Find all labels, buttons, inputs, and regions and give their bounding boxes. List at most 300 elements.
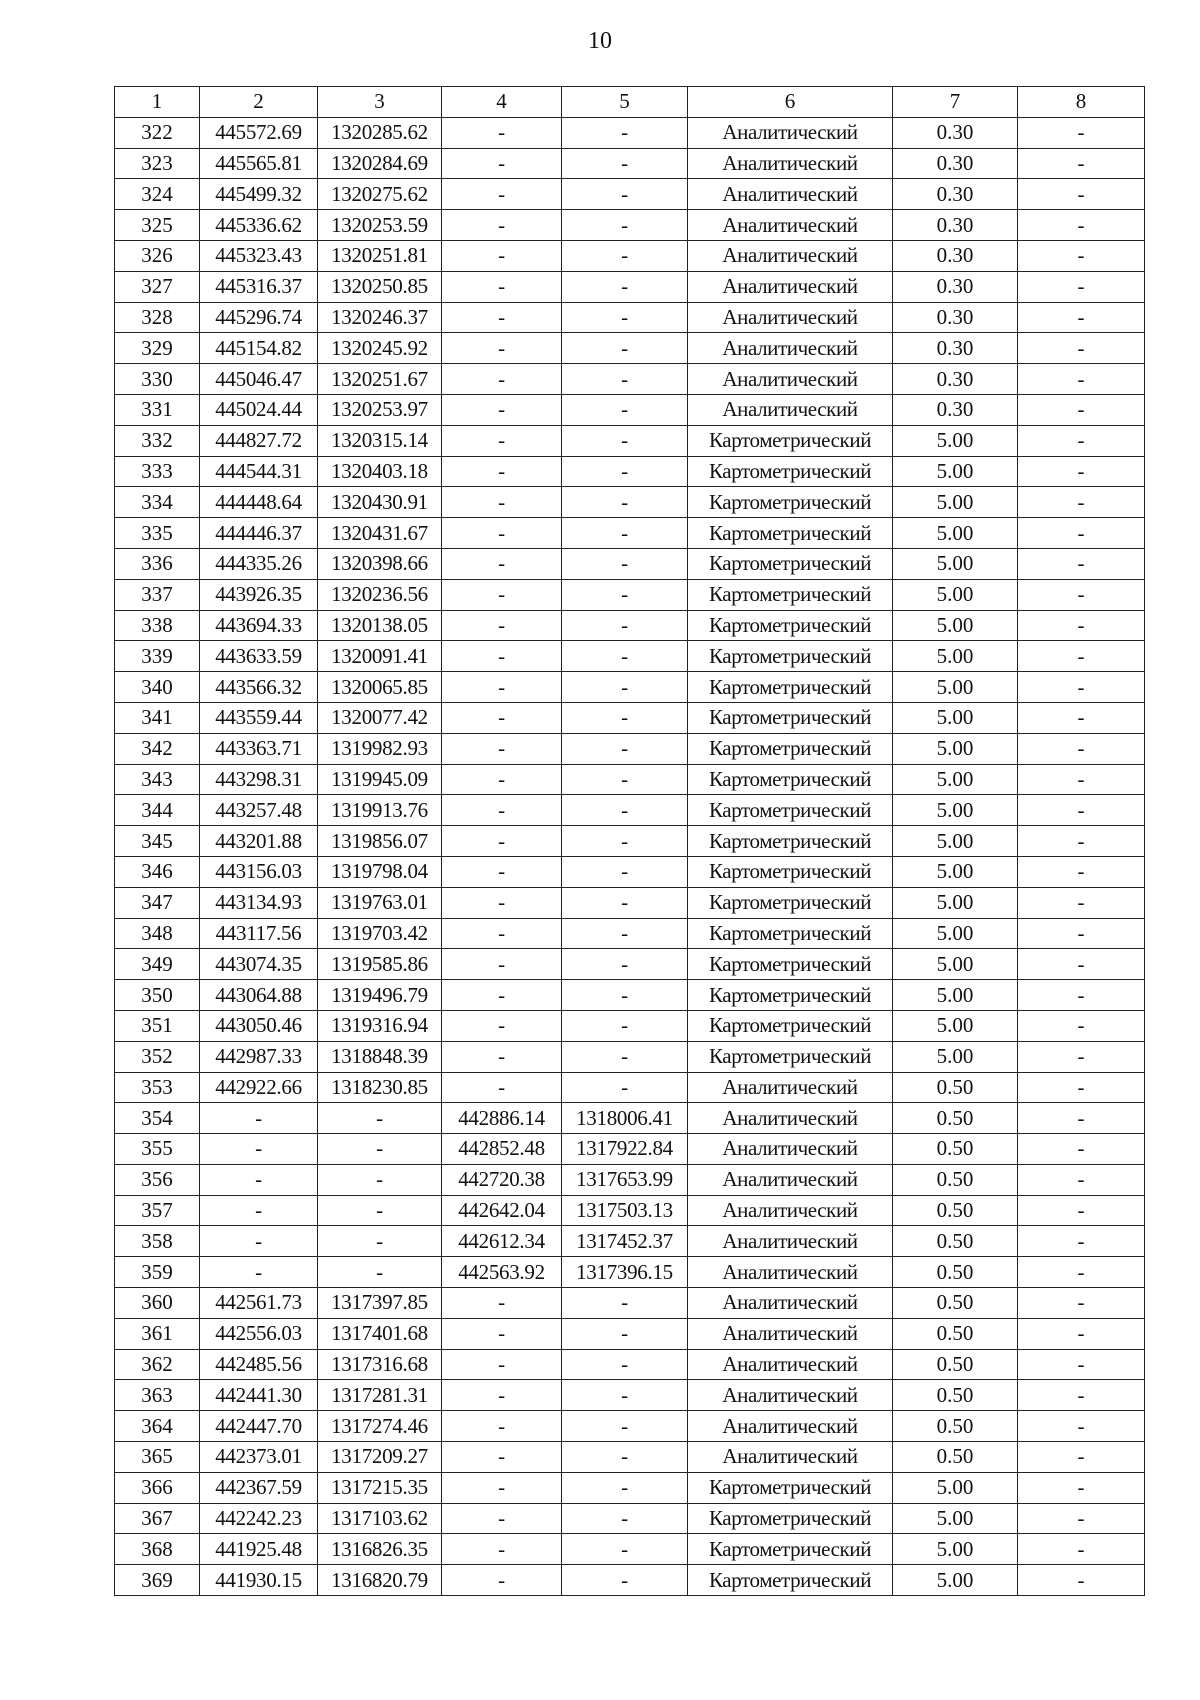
table-row xyxy=(115,1318,1145,1349)
cell-x-coordinate: 442441.30 xyxy=(200,1380,318,1411)
cell-point-number: 366 xyxy=(115,1472,200,1503)
cell-point-number: 322 xyxy=(115,117,200,148)
cell-description: - xyxy=(1018,918,1145,949)
column-header-x-coordinate-alt: 4 xyxy=(442,87,562,118)
cell-accuracy: 0.50 xyxy=(893,1072,1018,1103)
cell-x-coordinate: - xyxy=(200,1195,318,1226)
cell-x-coordinate-alt: - xyxy=(442,240,562,271)
cell-description: - xyxy=(1018,1503,1145,1534)
cell-x-coordinate-alt: - xyxy=(442,179,562,210)
cell-x-coordinate-alt: - xyxy=(442,1442,562,1473)
cell-y-coordinate-alt: - xyxy=(562,672,688,703)
cell-x-coordinate-alt: - xyxy=(442,1318,562,1349)
cell-x-coordinate-alt: - xyxy=(442,333,562,364)
table-row xyxy=(115,856,1145,887)
cell-determination-method: Картометрический xyxy=(688,918,893,949)
table-row xyxy=(115,1442,1145,1473)
cell-x-coordinate-alt: - xyxy=(442,487,562,518)
cell-x-coordinate: 441925.48 xyxy=(200,1534,318,1565)
cell-point-number: 362 xyxy=(115,1349,200,1380)
column-header-x-coordinate: 2 xyxy=(200,87,318,118)
cell-determination-method: Картометрический xyxy=(688,456,893,487)
cell-y-coordinate-alt: - xyxy=(562,856,688,887)
cell-x-coordinate-alt: - xyxy=(442,764,562,795)
cell-accuracy: 5.00 xyxy=(893,826,1018,857)
table-row xyxy=(115,826,1145,857)
cell-determination-method: Картометрический xyxy=(688,425,893,456)
cell-y-coordinate: 1320065.85 xyxy=(318,672,442,703)
cell-accuracy: 5.00 xyxy=(893,579,1018,610)
cell-point-number: 346 xyxy=(115,856,200,887)
cell-y-coordinate-alt: - xyxy=(562,1288,688,1319)
cell-description: - xyxy=(1018,518,1145,549)
cell-x-coordinate: 442367.59 xyxy=(200,1472,318,1503)
cell-point-number: 359 xyxy=(115,1257,200,1288)
cell-accuracy: 0.50 xyxy=(893,1195,1018,1226)
cell-y-coordinate: 1317103.62 xyxy=(318,1503,442,1534)
cell-determination-method: Картометрический xyxy=(688,702,893,733)
cell-x-coordinate: 444335.26 xyxy=(200,548,318,579)
cell-determination-method: Картометрический xyxy=(688,795,893,826)
cell-determination-method: Аналитический xyxy=(688,1257,893,1288)
cell-determination-method: Аналитический xyxy=(688,1164,893,1195)
cell-description: - xyxy=(1018,1318,1145,1349)
cell-point-number: 367 xyxy=(115,1503,200,1534)
cell-x-coordinate-alt: - xyxy=(442,425,562,456)
cell-determination-method: Картометрический xyxy=(688,1503,893,1534)
table-row xyxy=(115,1072,1145,1103)
cell-accuracy: 0.50 xyxy=(893,1442,1018,1473)
cell-accuracy: 0.30 xyxy=(893,148,1018,179)
cell-description: - xyxy=(1018,1534,1145,1565)
cell-y-coordinate-alt: - xyxy=(562,1565,688,1596)
cell-determination-method: Аналитический xyxy=(688,1349,893,1380)
cell-y-coordinate-alt: - xyxy=(562,456,688,487)
cell-y-coordinate-alt: - xyxy=(562,364,688,395)
cell-point-number: 344 xyxy=(115,795,200,826)
table-row xyxy=(115,1288,1145,1319)
table-row xyxy=(115,1411,1145,1442)
cell-y-coordinate-alt: - xyxy=(562,487,688,518)
cell-x-coordinate-alt: - xyxy=(442,980,562,1011)
cell-x-coordinate-alt: - xyxy=(442,733,562,764)
cell-point-number: 333 xyxy=(115,456,200,487)
cell-x-coordinate-alt: 442612.34 xyxy=(442,1226,562,1257)
cell-accuracy: 0.50 xyxy=(893,1288,1018,1319)
cell-accuracy: 5.00 xyxy=(893,548,1018,579)
cell-x-coordinate-alt: - xyxy=(442,1534,562,1565)
cell-x-coordinate-alt: - xyxy=(442,117,562,148)
cell-y-coordinate-alt: - xyxy=(562,302,688,333)
page-number: 10 xyxy=(588,28,612,54)
cell-determination-method: Картометрический xyxy=(688,733,893,764)
cell-x-coordinate: 445154.82 xyxy=(200,333,318,364)
cell-description: - xyxy=(1018,702,1145,733)
cell-y-coordinate: 1317274.46 xyxy=(318,1411,442,1442)
cell-description: - xyxy=(1018,271,1145,302)
table-row xyxy=(115,1195,1145,1226)
cell-y-coordinate: 1320091.41 xyxy=(318,641,442,672)
cell-y-coordinate-alt: - xyxy=(562,641,688,672)
cell-y-coordinate-alt: - xyxy=(562,1041,688,1072)
cell-determination-method: Аналитический xyxy=(688,302,893,333)
cell-point-number: 364 xyxy=(115,1411,200,1442)
cell-point-number: 369 xyxy=(115,1565,200,1596)
cell-x-coordinate: 445024.44 xyxy=(200,394,318,425)
cell-description: - xyxy=(1018,333,1145,364)
cell-point-number: 350 xyxy=(115,980,200,1011)
cell-determination-method: Картометрический xyxy=(688,1010,893,1041)
cell-x-coordinate-alt: - xyxy=(442,148,562,179)
cell-x-coordinate: 443633.59 xyxy=(200,641,318,672)
cell-determination-method: Аналитический xyxy=(688,148,893,179)
cell-x-coordinate-alt: - xyxy=(442,826,562,857)
cell-point-number: 368 xyxy=(115,1534,200,1565)
cell-description: - xyxy=(1018,240,1145,271)
table-row xyxy=(115,1257,1145,1288)
cell-x-coordinate-alt: - xyxy=(442,672,562,703)
cell-accuracy: 0.50 xyxy=(893,1164,1018,1195)
cell-y-coordinate: - xyxy=(318,1103,442,1134)
cell-description: - xyxy=(1018,1164,1145,1195)
cell-x-coordinate-alt: - xyxy=(442,610,562,641)
cell-point-number: 341 xyxy=(115,702,200,733)
cell-y-coordinate: 1320430.91 xyxy=(318,487,442,518)
cell-x-coordinate-alt: - xyxy=(442,271,562,302)
cell-determination-method: Аналитический xyxy=(688,210,893,241)
cell-accuracy: 0.30 xyxy=(893,271,1018,302)
cell-x-coordinate: - xyxy=(200,1226,318,1257)
cell-x-coordinate: 445046.47 xyxy=(200,364,318,395)
table-row xyxy=(115,271,1145,302)
table-row xyxy=(115,579,1145,610)
cell-accuracy: 0.30 xyxy=(893,333,1018,364)
cell-y-coordinate: 1320250.85 xyxy=(318,271,442,302)
header-row xyxy=(115,87,1145,118)
cell-x-coordinate-alt: 442852.48 xyxy=(442,1134,562,1165)
cell-description: - xyxy=(1018,394,1145,425)
table-row xyxy=(115,1226,1145,1257)
cell-point-number: 334 xyxy=(115,487,200,518)
cell-y-coordinate: 1320253.97 xyxy=(318,394,442,425)
table-row xyxy=(115,887,1145,918)
cell-description: - xyxy=(1018,795,1145,826)
cell-y-coordinate-alt: - xyxy=(562,826,688,857)
cell-x-coordinate-alt: - xyxy=(442,1472,562,1503)
table-row xyxy=(115,210,1145,241)
cell-x-coordinate: 443559.44 xyxy=(200,702,318,733)
cell-description: - xyxy=(1018,364,1145,395)
cell-x-coordinate: 445336.62 xyxy=(200,210,318,241)
cell-x-coordinate: - xyxy=(200,1257,318,1288)
cell-y-coordinate-alt: - xyxy=(562,887,688,918)
cell-description: - xyxy=(1018,1565,1145,1596)
cell-x-coordinate-alt: 442563.92 xyxy=(442,1257,562,1288)
table-header xyxy=(115,87,1145,118)
cell-determination-method: Аналитический xyxy=(688,1226,893,1257)
cell-description: - xyxy=(1018,117,1145,148)
cell-y-coordinate: 1319982.93 xyxy=(318,733,442,764)
cell-accuracy: 5.00 xyxy=(893,456,1018,487)
cell-y-coordinate: 1316826.35 xyxy=(318,1534,442,1565)
cell-point-number: 355 xyxy=(115,1134,200,1165)
cell-accuracy: 0.30 xyxy=(893,240,1018,271)
cell-determination-method: Картометрический xyxy=(688,610,893,641)
cell-accuracy: 0.50 xyxy=(893,1349,1018,1380)
cell-x-coordinate-alt: - xyxy=(442,394,562,425)
cell-y-coordinate-alt: - xyxy=(562,240,688,271)
cell-determination-method: Картометрический xyxy=(688,949,893,980)
cell-description: - xyxy=(1018,1226,1145,1257)
cell-point-number: 345 xyxy=(115,826,200,857)
table-row xyxy=(115,949,1145,980)
cell-description: - xyxy=(1018,1257,1145,1288)
cell-accuracy: 5.00 xyxy=(893,702,1018,733)
cell-accuracy: 5.00 xyxy=(893,887,1018,918)
cell-y-coordinate: 1320236.56 xyxy=(318,579,442,610)
cell-point-number: 361 xyxy=(115,1318,200,1349)
cell-description: - xyxy=(1018,1288,1145,1319)
table-row xyxy=(115,364,1145,395)
cell-x-coordinate-alt: - xyxy=(442,1503,562,1534)
cell-determination-method: Картометрический xyxy=(688,579,893,610)
cell-determination-method: Картометрический xyxy=(688,980,893,1011)
table-row xyxy=(115,179,1145,210)
cell-x-coordinate-alt: - xyxy=(442,548,562,579)
cell-x-coordinate-alt: - xyxy=(442,795,562,826)
cell-description: - xyxy=(1018,456,1145,487)
table-row xyxy=(115,1380,1145,1411)
cell-x-coordinate: 443117.56 xyxy=(200,918,318,949)
cell-x-coordinate: 442373.01 xyxy=(200,1442,318,1473)
column-header-description: 8 xyxy=(1018,87,1145,118)
cell-accuracy: 5.00 xyxy=(893,918,1018,949)
cell-y-coordinate-alt: - xyxy=(562,394,688,425)
cell-y-coordinate: 1320251.81 xyxy=(318,240,442,271)
cell-y-coordinate-alt: - xyxy=(562,1442,688,1473)
cell-y-coordinate: 1320246.37 xyxy=(318,302,442,333)
cell-y-coordinate: 1320284.69 xyxy=(318,148,442,179)
table-row xyxy=(115,1134,1145,1165)
cell-point-number: 335 xyxy=(115,518,200,549)
cell-determination-method: Картометрический xyxy=(688,1041,893,1072)
cell-x-coordinate-alt: - xyxy=(442,1349,562,1380)
cell-determination-method: Аналитический xyxy=(688,117,893,148)
cell-y-coordinate-alt: 1317452.37 xyxy=(562,1226,688,1257)
cell-x-coordinate-alt: - xyxy=(442,1010,562,1041)
cell-y-coordinate: - xyxy=(318,1226,442,1257)
cell-y-coordinate: 1319585.86 xyxy=(318,949,442,980)
cell-x-coordinate-alt: - xyxy=(442,856,562,887)
cell-x-coordinate: 445572.69 xyxy=(200,117,318,148)
cell-x-coordinate: - xyxy=(200,1134,318,1165)
cell-y-coordinate-alt: 1318006.41 xyxy=(562,1103,688,1134)
cell-y-coordinate-alt: - xyxy=(562,1472,688,1503)
cell-point-number: 357 xyxy=(115,1195,200,1226)
cell-x-coordinate-alt: 442720.38 xyxy=(442,1164,562,1195)
cell-point-number: 340 xyxy=(115,672,200,703)
cell-description: - xyxy=(1018,949,1145,980)
cell-y-coordinate-alt: - xyxy=(562,980,688,1011)
table-row xyxy=(115,1503,1145,1534)
cell-point-number: 325 xyxy=(115,210,200,241)
cell-description: - xyxy=(1018,1134,1145,1165)
cell-description: - xyxy=(1018,425,1145,456)
cell-x-coordinate: 442242.23 xyxy=(200,1503,318,1534)
cell-accuracy: 5.00 xyxy=(893,856,1018,887)
cell-accuracy: 0.30 xyxy=(893,117,1018,148)
cell-point-number: 343 xyxy=(115,764,200,795)
cell-description: - xyxy=(1018,1010,1145,1041)
cell-x-coordinate: 443134.93 xyxy=(200,887,318,918)
cell-description: - xyxy=(1018,856,1145,887)
cell-accuracy: 5.00 xyxy=(893,672,1018,703)
cell-x-coordinate-alt: - xyxy=(442,702,562,733)
cell-point-number: 363 xyxy=(115,1380,200,1411)
cell-accuracy: 0.30 xyxy=(893,394,1018,425)
table-row xyxy=(115,980,1145,1011)
cell-point-number: 338 xyxy=(115,610,200,641)
cell-determination-method: Аналитический xyxy=(688,364,893,395)
table-row xyxy=(115,1103,1145,1134)
column-header-determination-method: 6 xyxy=(688,87,893,118)
cell-x-coordinate: 442561.73 xyxy=(200,1288,318,1319)
cell-x-coordinate: 444544.31 xyxy=(200,456,318,487)
cell-x-coordinate-alt: - xyxy=(442,210,562,241)
cell-y-coordinate: 1319856.07 xyxy=(318,826,442,857)
cell-x-coordinate-alt: - xyxy=(442,949,562,980)
cell-accuracy: 5.00 xyxy=(893,1534,1018,1565)
cell-description: - xyxy=(1018,1195,1145,1226)
table-row xyxy=(115,456,1145,487)
coordinates-table xyxy=(114,86,1145,1596)
cell-point-number: 326 xyxy=(115,240,200,271)
cell-accuracy: 5.00 xyxy=(893,1565,1018,1596)
cell-x-coordinate-alt: - xyxy=(442,1288,562,1319)
cell-x-coordinate: 445316.37 xyxy=(200,271,318,302)
cell-y-coordinate-alt: - xyxy=(562,949,688,980)
cell-x-coordinate-alt: 442642.04 xyxy=(442,1195,562,1226)
cell-y-coordinate-alt: - xyxy=(562,1534,688,1565)
cell-y-coordinate-alt: - xyxy=(562,702,688,733)
cell-y-coordinate-alt: - xyxy=(562,271,688,302)
table-row xyxy=(115,1349,1145,1380)
cell-point-number: 352 xyxy=(115,1041,200,1072)
cell-accuracy: 5.00 xyxy=(893,1472,1018,1503)
cell-x-coordinate: 445499.32 xyxy=(200,179,318,210)
cell-point-number: 328 xyxy=(115,302,200,333)
table-body xyxy=(115,117,1145,1595)
cell-accuracy: 5.00 xyxy=(893,1041,1018,1072)
column-header-accuracy: 7 xyxy=(893,87,1018,118)
cell-x-coordinate: 442447.70 xyxy=(200,1411,318,1442)
cell-x-coordinate-alt: - xyxy=(442,364,562,395)
cell-description: - xyxy=(1018,487,1145,518)
cell-y-coordinate-alt: - xyxy=(562,579,688,610)
cell-y-coordinate-alt: - xyxy=(562,425,688,456)
cell-description: - xyxy=(1018,302,1145,333)
table-row xyxy=(115,1010,1145,1041)
cell-y-coordinate: 1320138.05 xyxy=(318,610,442,641)
cell-x-coordinate-alt: - xyxy=(442,518,562,549)
cell-point-number: 324 xyxy=(115,179,200,210)
cell-y-coordinate-alt: 1317396.15 xyxy=(562,1257,688,1288)
cell-determination-method: Аналитический xyxy=(688,1411,893,1442)
cell-x-coordinate: 444827.72 xyxy=(200,425,318,456)
cell-y-coordinate: 1317316.68 xyxy=(318,1349,442,1380)
cell-description: - xyxy=(1018,148,1145,179)
cell-description: - xyxy=(1018,1072,1145,1103)
cell-x-coordinate: 443257.48 xyxy=(200,795,318,826)
cell-x-coordinate-alt: - xyxy=(442,1380,562,1411)
cell-y-coordinate-alt: - xyxy=(562,795,688,826)
cell-y-coordinate: 1319798.04 xyxy=(318,856,442,887)
cell-accuracy: 5.00 xyxy=(893,949,1018,980)
table-row xyxy=(115,641,1145,672)
cell-accuracy: 0.50 xyxy=(893,1257,1018,1288)
table-row xyxy=(115,1565,1145,1596)
cell-x-coordinate: 443694.33 xyxy=(200,610,318,641)
cell-y-coordinate-alt: 1317922.84 xyxy=(562,1134,688,1165)
cell-description: - xyxy=(1018,1380,1145,1411)
cell-accuracy: 5.00 xyxy=(893,1503,1018,1534)
cell-point-number: 356 xyxy=(115,1164,200,1195)
table-row xyxy=(115,548,1145,579)
cell-x-coordinate: 444446.37 xyxy=(200,518,318,549)
cell-y-coordinate: 1319316.94 xyxy=(318,1010,442,1041)
cell-y-coordinate-alt: - xyxy=(562,733,688,764)
cell-y-coordinate-alt: - xyxy=(562,210,688,241)
cell-determination-method: Аналитический xyxy=(688,1134,893,1165)
cell-accuracy: 5.00 xyxy=(893,610,1018,641)
cell-y-coordinate: 1320431.67 xyxy=(318,518,442,549)
cell-y-coordinate-alt: - xyxy=(562,117,688,148)
cell-y-coordinate-alt: 1317653.99 xyxy=(562,1164,688,1195)
cell-point-number: 330 xyxy=(115,364,200,395)
cell-y-coordinate-alt: - xyxy=(562,179,688,210)
cell-x-coordinate: 443064.88 xyxy=(200,980,318,1011)
table-row xyxy=(115,764,1145,795)
cell-y-coordinate: 1319703.42 xyxy=(318,918,442,949)
cell-point-number: 348 xyxy=(115,918,200,949)
table-row xyxy=(115,425,1145,456)
cell-description: - xyxy=(1018,641,1145,672)
cell-point-number: 354 xyxy=(115,1103,200,1134)
cell-determination-method: Аналитический xyxy=(688,394,893,425)
cell-description: - xyxy=(1018,579,1145,610)
table-row xyxy=(115,240,1145,271)
cell-determination-method: Картометрический xyxy=(688,856,893,887)
cell-determination-method: Аналитический xyxy=(688,1442,893,1473)
cell-y-coordinate: 1319763.01 xyxy=(318,887,442,918)
cell-determination-method: Картометрический xyxy=(688,518,893,549)
cell-y-coordinate-alt: - xyxy=(562,1380,688,1411)
cell-description: - xyxy=(1018,980,1145,1011)
cell-point-number: 360 xyxy=(115,1288,200,1319)
cell-y-coordinate: 1320077.42 xyxy=(318,702,442,733)
cell-x-coordinate: 443566.32 xyxy=(200,672,318,703)
cell-description: - xyxy=(1018,1041,1145,1072)
cell-description: - xyxy=(1018,1472,1145,1503)
cell-determination-method: Аналитический xyxy=(688,271,893,302)
cell-x-coordinate-alt: - xyxy=(442,641,562,672)
cell-determination-method: Картометрический xyxy=(688,672,893,703)
cell-description: - xyxy=(1018,1103,1145,1134)
cell-x-coordinate-alt: - xyxy=(442,302,562,333)
table-row xyxy=(115,672,1145,703)
table-row xyxy=(115,302,1145,333)
cell-determination-method: Картометрический xyxy=(688,764,893,795)
